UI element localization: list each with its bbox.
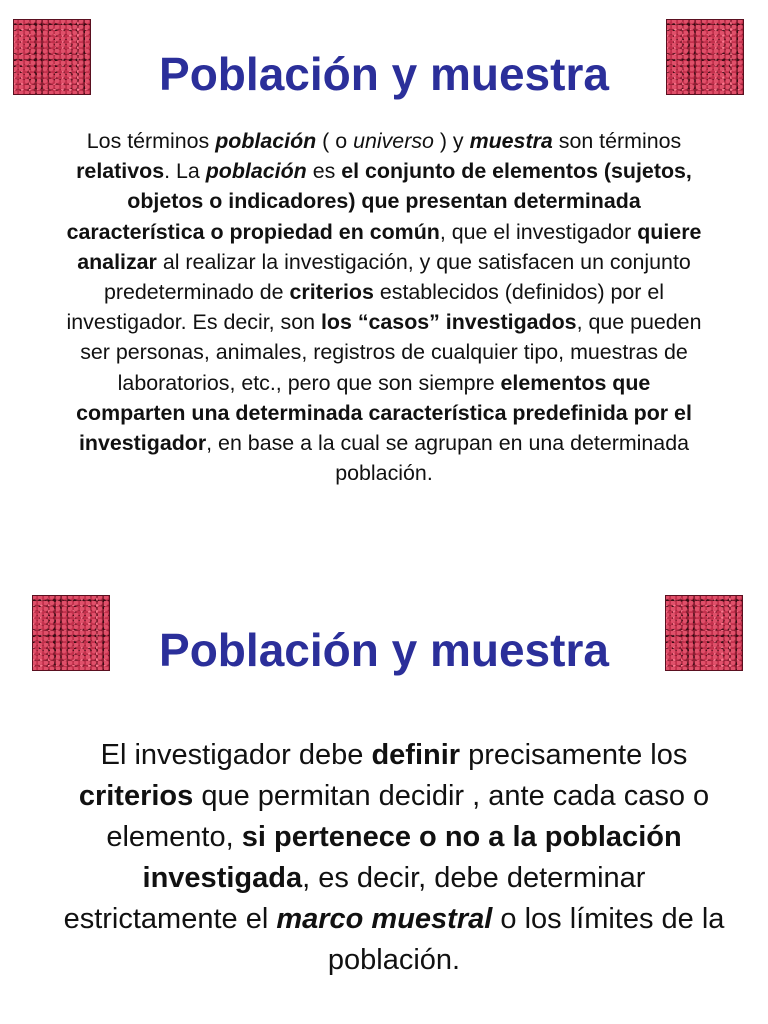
text-run: población bbox=[215, 129, 317, 153]
text-run: ( o bbox=[316, 129, 354, 153]
text-run: quiere analizar bbox=[77, 219, 702, 274]
text-run: o los límites de la población. bbox=[327, 903, 725, 976]
text-run: precisamente los bbox=[460, 739, 688, 771]
text-run: , que el investigador bbox=[439, 219, 638, 244]
text-run: los “casos” investigados bbox=[320, 310, 577, 335]
text-run: muestra bbox=[469, 129, 553, 153]
text-run: definir bbox=[371, 739, 461, 771]
text-run: , es decir, debe determinar estrictamente el bbox=[63, 862, 646, 935]
text-run: , que pueden ser personas, animales, registros de cualquier tipo, muestras de laboratorios, etc., pero que son siempre bbox=[80, 310, 702, 395]
text-run: universo bbox=[353, 129, 434, 153]
text-run: Los términos bbox=[86, 129, 216, 153]
slide1-title: Población y muestra bbox=[159, 48, 609, 100]
text-run: ) y bbox=[433, 129, 470, 153]
text-run: son términos bbox=[552, 129, 682, 153]
text-run: criterios bbox=[289, 280, 374, 305]
slide2-title: Población y muestra bbox=[159, 624, 609, 676]
text-run: criterios bbox=[78, 780, 194, 812]
slide2-paragraph bbox=[54, 735, 734, 981]
text-run: que permitan decidir , ante cada caso o elemento, bbox=[106, 780, 710, 853]
text-run: el conjunto de elementos (sujetos, objetos o indicadores) que presentan determinada característica o propiedad en común bbox=[66, 159, 692, 244]
text-run: establecidos (definidos) por el investigador. Es decir, son bbox=[66, 280, 665, 335]
text-run: relativos bbox=[76, 159, 165, 184]
text-run: si pertenece o no a la población investigada bbox=[142, 821, 682, 894]
text-run: marco muestral bbox=[276, 903, 493, 935]
slide1-paragraph bbox=[66, 126, 702, 488]
text-run: , en base a la cual se agrupan en una determinada población. bbox=[206, 431, 689, 486]
text-run: . La bbox=[164, 159, 206, 184]
text-run: es bbox=[306, 159, 342, 184]
text-run: El investigador debe bbox=[100, 739, 372, 771]
text-run: elementos que comparten una determinada característica predefinida por el investigador bbox=[76, 370, 692, 456]
text-run: al realizar la investigación, y que satisfacen un conjunto predeterminado de bbox=[103, 249, 691, 305]
text-run: población bbox=[205, 159, 307, 184]
